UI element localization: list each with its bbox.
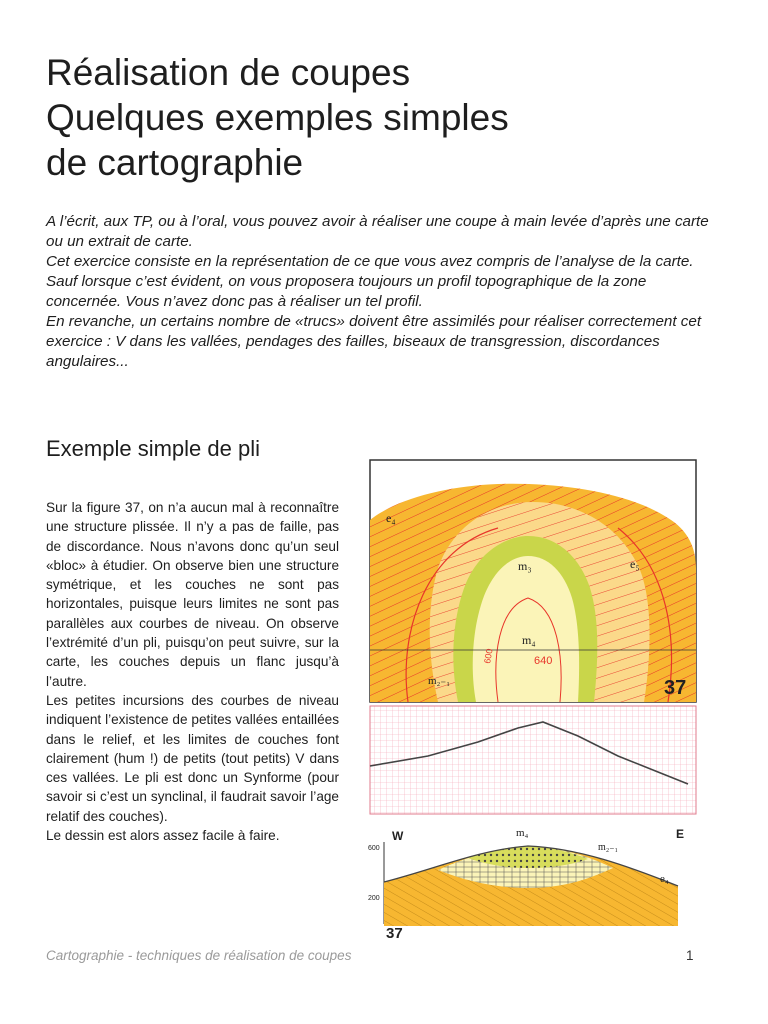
section-label-east: E [676,827,685,841]
section-label-e4: e₄ [660,873,669,885]
footer-text: Cartographie - techniques de réalisation de coupes [46,948,352,963]
map-label-m3: m₃ [518,559,532,573]
title-line-3: de cartographie [46,142,304,183]
intro-paragraph: En revanche, un certains nombre de «trucs» doivent être assimilés pour réaliser correctement cet exercice : V dans les vallées, pendages des failles, biseaux de transgression, discordances angulaires... [46,313,702,370]
geologic-map [368,458,698,704]
section-y-200: 200 [368,895,380,902]
figure-37 [368,458,698,940]
section-label-m4: m₄ [516,827,529,839]
body-paragraph: Sur la figure 37, on n’a aucun mal à reconnaître une structure plissée. Il n’y a pas de faille, pas de discordance. Nous n’avons donc qu’un seul «bloc» à étudier. On observe bien une structure symétrique, et les couches ne sont pas horizontales, puisque leurs limites ne sont pas parallèles aux courbes de niveau. On observe l’extrémité d’un pli, puisqu’on peut suivre, sur la carte, les couches depuis un flanc jusqu’à l’autre. [46,500,339,689]
title-line-2: Quelques exemples simples [46,97,509,138]
map-contour-600: 600 [482,647,495,665]
body-paragraph: Les petites incursions des courbes de niveau indiquent l’existence de petites vallées entaillées dans le relief, et les limites de couches font clairement (hum !) de petits (tout petits) V dans ces vallées. Le pli est donc un Synforme (pour savoir si c’est un synclinal, il faudrait savoir l’age relatif des couches). [46,692,339,824]
map-label-e5: e₅ [630,557,640,571]
intro-paragraphs [46,212,716,372]
map-label-e4: e₄ [386,511,396,525]
section-figure-number: 37 [386,925,403,940]
map-contour-640: 640 [534,655,553,667]
map-label-m21: m₂₋₁ [428,675,451,687]
map-figure-number: 37 [664,677,687,699]
cross-section [368,822,698,940]
section-title: Exemple simple de pli [46,436,260,461]
intro-paragraph: Sauf lorsque c’est évident, on vous proposera toujours un profil topographique de la zone concernée. Vous n’avez donc pas à réaliser un tel profil. [46,273,647,310]
map-label-m4: m₄ [522,633,536,647]
section-label-m21: m₂₋₁ [598,842,619,853]
section-body [46,498,339,845]
topographic-profile [368,704,698,816]
intro-paragraph: A l’écrit, aux TP, ou à l’oral, vous pouvez avoir à réaliser une coupe à main levée d’après une carte ou un extrait de carte. [46,213,709,250]
page-number: 1 [686,948,694,963]
section-y-600: 600 [368,845,380,852]
intro-paragraph: Cet exercice consiste en la représentation de ce que vous avez compris de l’analyse de la carte. [46,253,694,270]
section-label-west: W [392,829,404,843]
page-title [46,50,726,185]
title-line-1: Réalisation de coupes [46,52,411,93]
body-paragraph: Le dessin est alors assez facile à faire. [46,828,280,844]
